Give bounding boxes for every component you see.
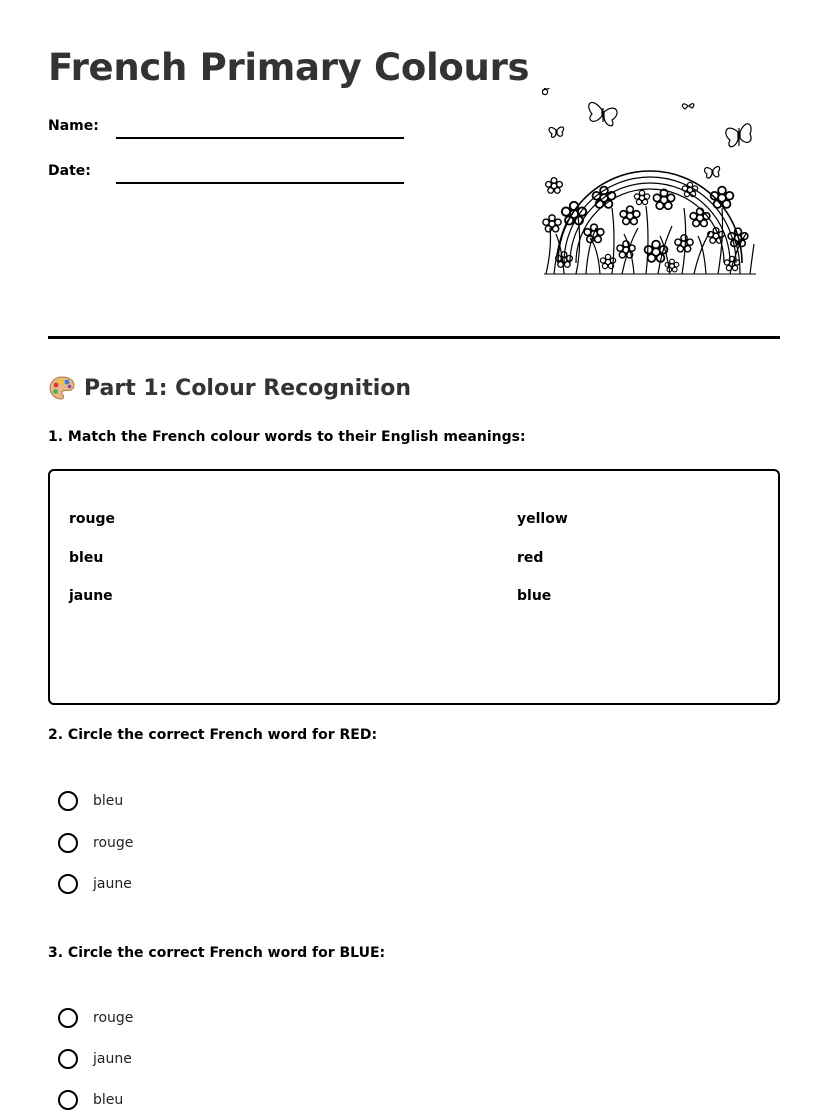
date-label: Date: (48, 163, 91, 179)
radio-circle[interactable] (58, 1008, 78, 1028)
french-word[interactable]: bleu (69, 550, 104, 566)
name-label: Name: (48, 118, 99, 134)
option-label: jaune (93, 876, 132, 892)
option-label: bleu (93, 1092, 124, 1108)
section-divider (48, 336, 780, 339)
part1-heading-text: Part 1: Colour Recognition (84, 375, 412, 401)
q2-option[interactable] (58, 831, 133, 855)
worksheet-title: French Primary Colours (48, 46, 530, 89)
name-line[interactable] (116, 137, 404, 139)
option-label: jaune (93, 1051, 132, 1067)
french-word[interactable]: jaune (69, 588, 113, 604)
rainbow-flowers-illustration (542, 88, 758, 280)
date-line[interactable] (116, 182, 404, 184)
artist-palette-icon (48, 374, 76, 402)
q3-option[interactable] (58, 1088, 123, 1112)
q2-prompt: 2. Circle the correct French word for RED: (48, 727, 378, 743)
option-label: rouge (93, 835, 134, 851)
english-word[interactable]: blue (517, 588, 552, 604)
q2-option[interactable] (58, 789, 123, 813)
english-word[interactable]: yellow (517, 511, 568, 527)
worksheet-page (48, 0, 780, 1118)
radio-circle[interactable] (58, 833, 78, 853)
radio-circle[interactable] (58, 874, 78, 894)
q3-option[interactable] (58, 1006, 133, 1030)
radio-circle[interactable] (58, 791, 78, 811)
q3-prompt: 3. Circle the correct French word for BLUE: (48, 945, 386, 961)
matching-box (48, 469, 780, 705)
q3-option[interactable] (58, 1047, 132, 1071)
option-label: bleu (93, 793, 124, 809)
radio-circle[interactable] (58, 1049, 78, 1069)
part1-heading (48, 374, 411, 402)
radio-circle[interactable] (58, 1090, 78, 1110)
q1-prompt: 1. Match the French colour words to their English meanings: (48, 429, 526, 445)
french-word[interactable]: rouge (69, 511, 116, 527)
option-label: rouge (93, 1010, 134, 1026)
q2-option[interactable] (58, 872, 132, 896)
english-word[interactable]: red (517, 550, 544, 566)
